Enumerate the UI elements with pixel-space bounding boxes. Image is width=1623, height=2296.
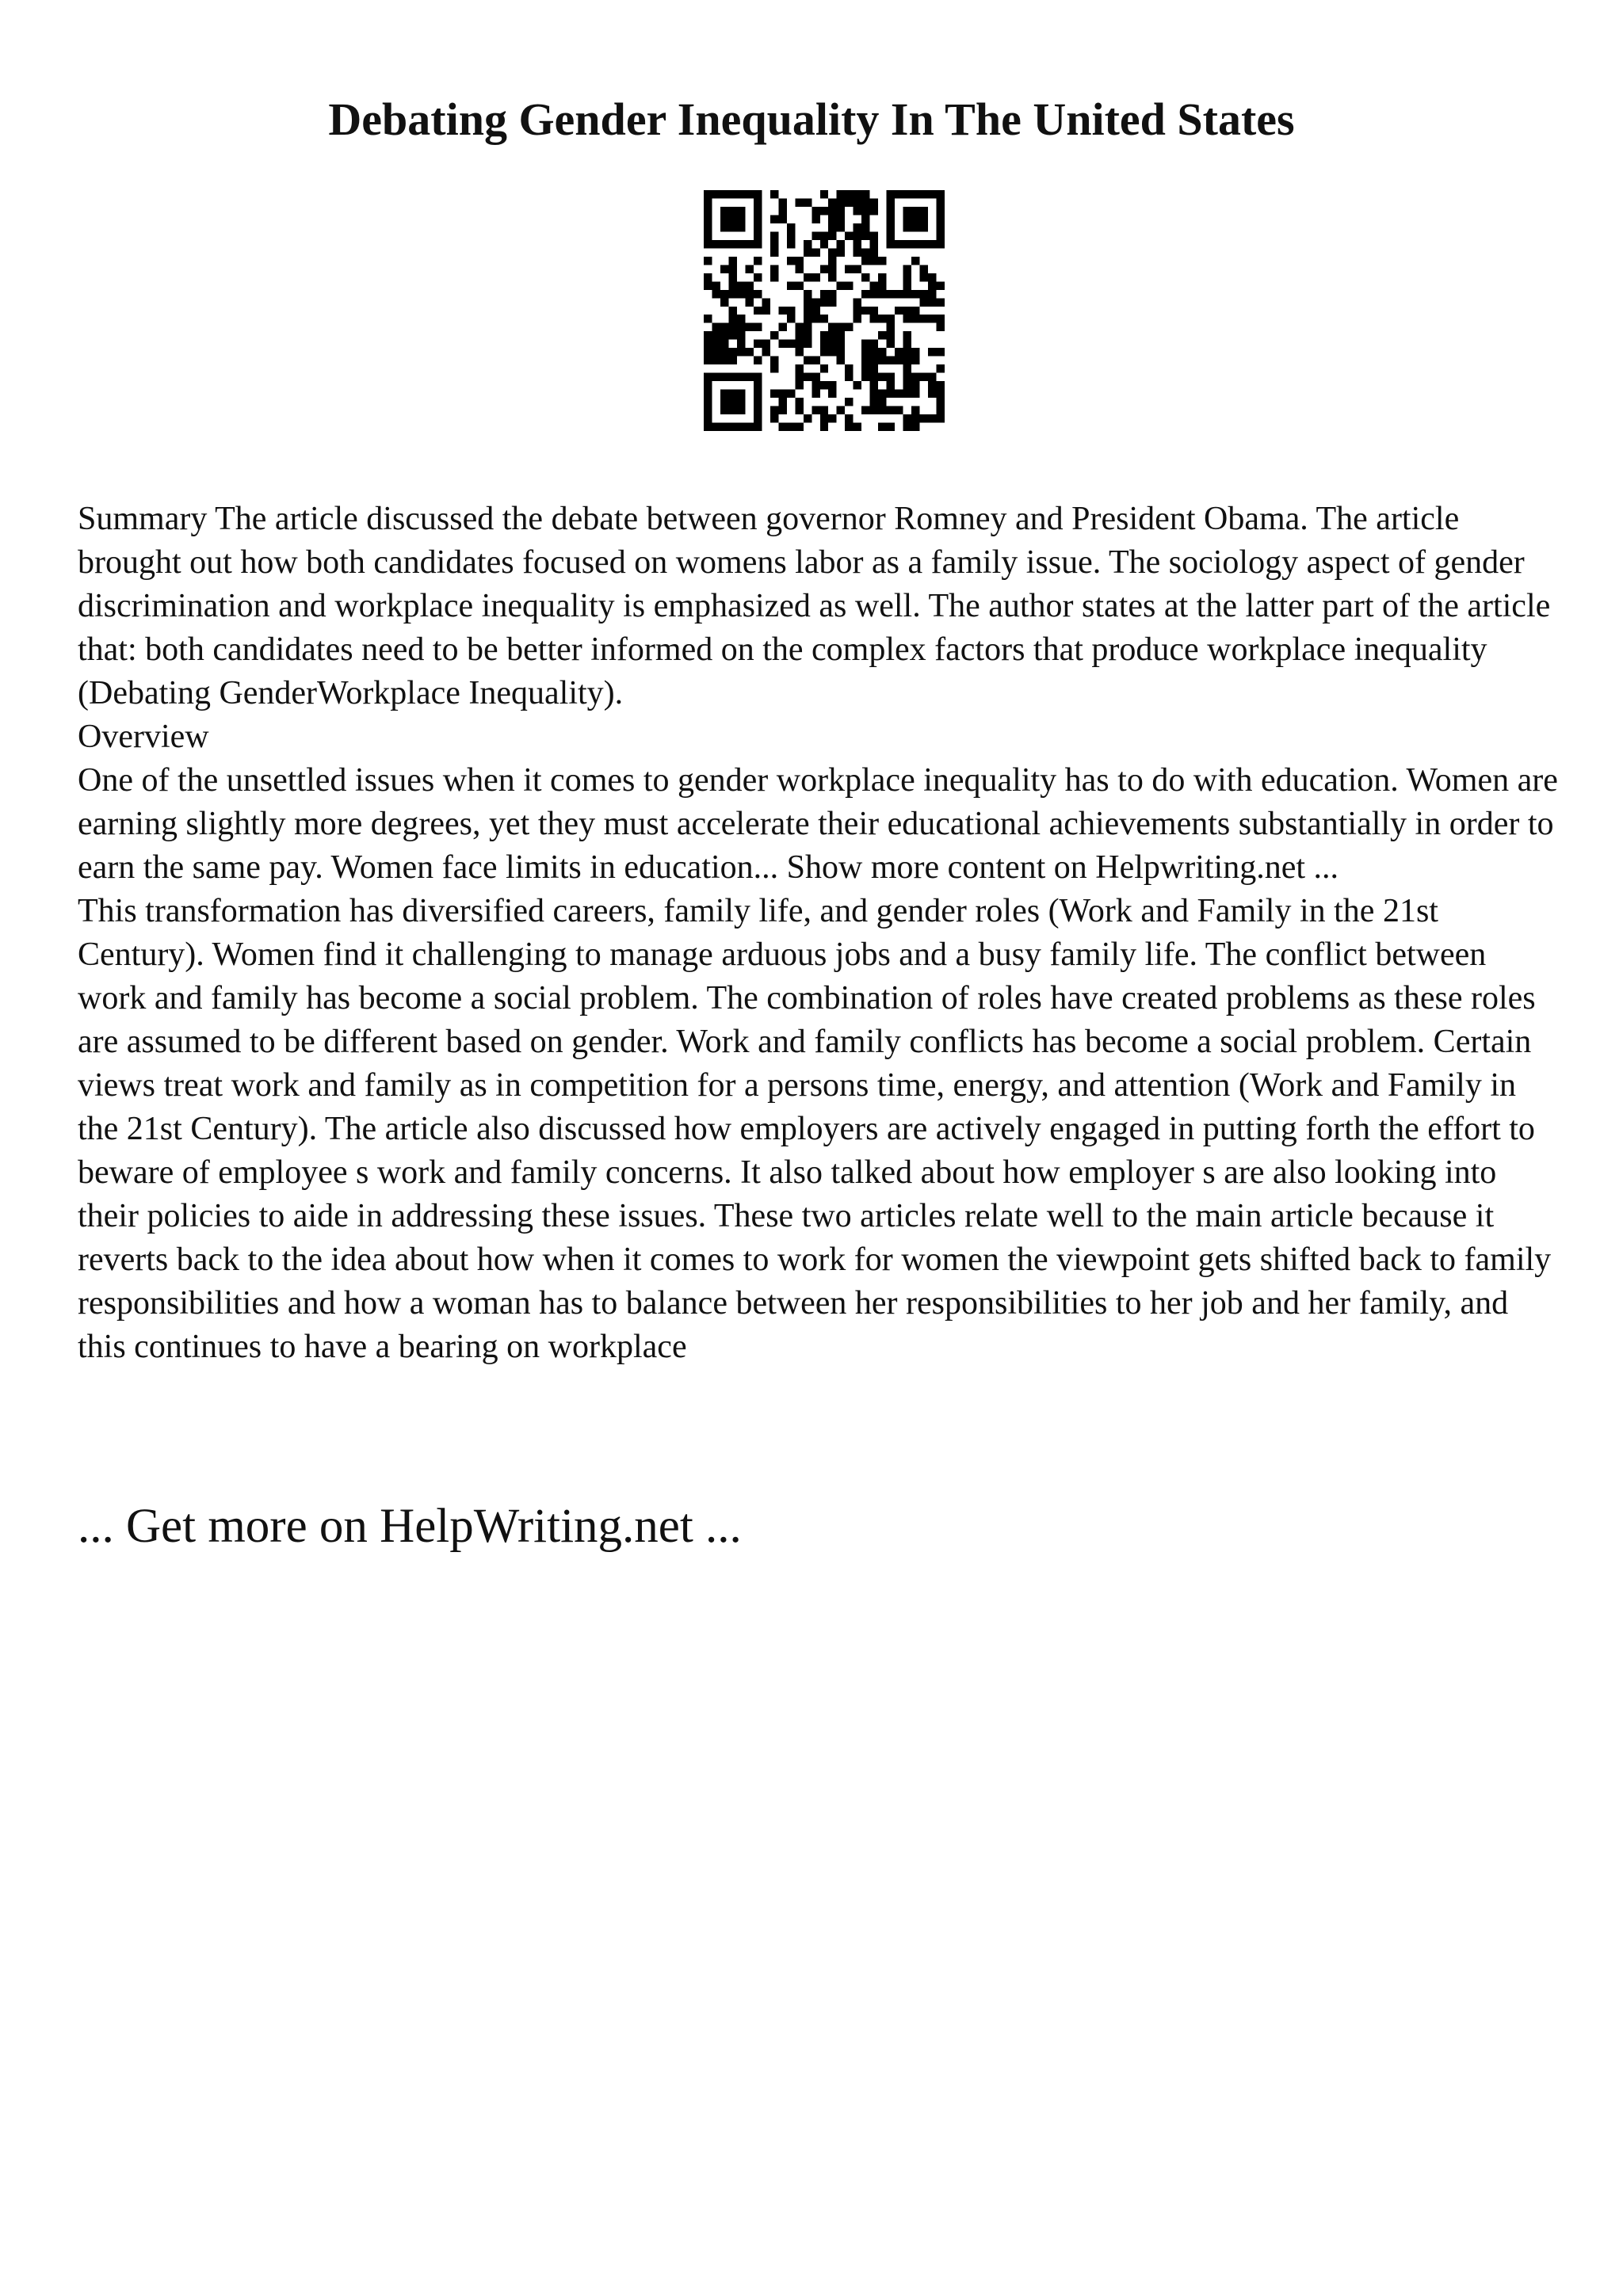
transformation-paragraph: This transformation has diversified careers, family life, and gender roles (Work and Family in the 21st Century). Women find it challenging to manage arduous jobs and a busy family life. The conflict between work and family has become a social problem. The combination of roles have created problems as these roles are assumed to be different based on gender. Work and family conflicts has become a social problem. Certain views treat work and family as in competition for a persons time, energy, and attention (Work and Family in the 21st Century). The article also discussed how employers are actively engaged in putting forth the effort to beware of employee s work and family concerns. It also talked about how employer s are also looking into their policies to aide in addressing these issues. These two articles relate well to the main article because it reverts back to the idea about how when it comes to work for women the viewpoint gets shifted back to family responsibilities and how a woman has to balance between her responsibilities to her job and her family, and this continues to have a bearing on workplace (78, 893, 1552, 1365)
document-title: Debating Gender Inequality In The United States (328, 93, 1295, 145)
get-more-link[interactable]: ... Get more on HelpWriting.net ... (78, 1500, 742, 1553)
qr-code-graphic (704, 190, 945, 431)
overview-paragraph: One of the unsettled issues when it comes to gender workplace inequality has to do with education. Women are earning slightly more degrees, yet they must accelerate their educational achievements substantially in order to earn the same pay. Women face limits in education... Show more content on Helpwriting.net ... (78, 762, 1558, 886)
summary-paragraph: Summary The article discussed the debate between governor Romney and President Obama. The article brought out how both candidates focused on womens labor as a family issue. The sociology aspect of gender discrimination and workplace inequality is emphasized as well. The author states at the latter part of the article that: both candidates need to be better informed on the complex factors that produce workplace inequality (Debating GenderWorkplace Inequality). (78, 501, 1551, 711)
qr-code-icon[interactable] (704, 190, 945, 431)
overview-heading: Overview (78, 719, 209, 755)
article-body (78, 498, 1560, 1369)
